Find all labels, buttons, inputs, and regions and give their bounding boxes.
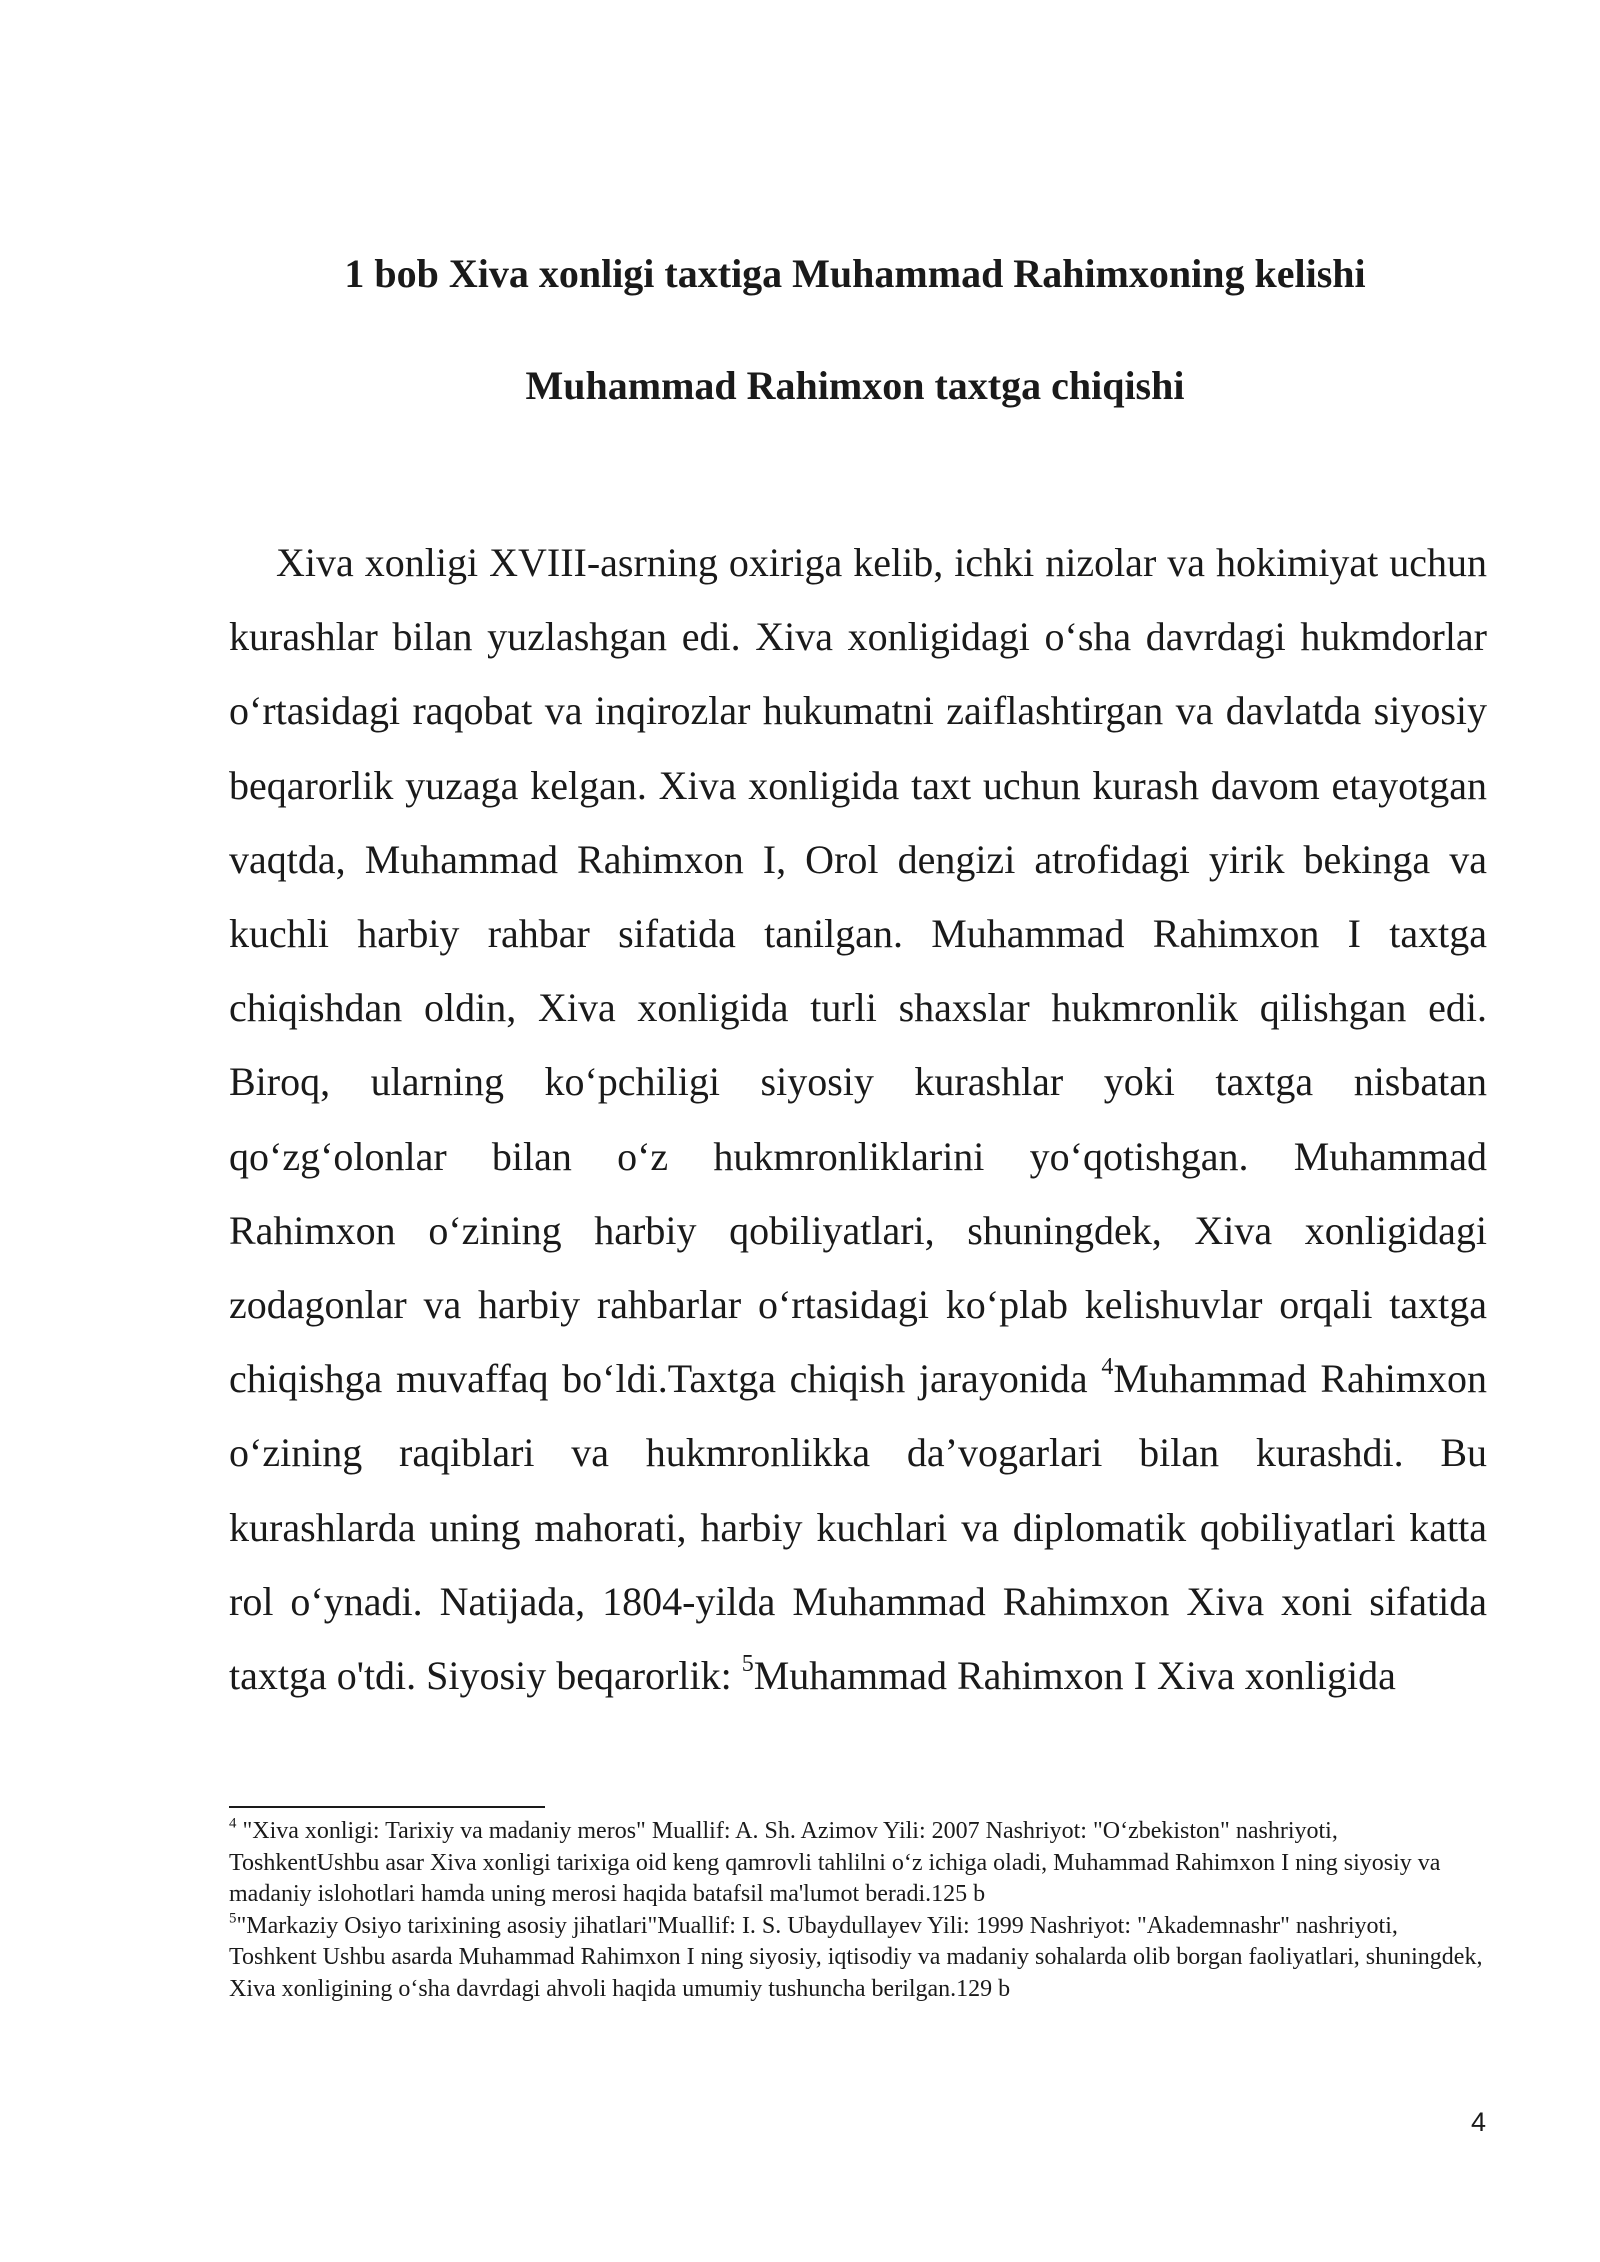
paragraph-text-part-3: Muhammad Rahimxon I Xiva xonligida <box>753 1653 1396 1699</box>
section-heading: Muhammad Rahimxon taxtga chiqishi <box>525 363 1185 408</box>
footnote-4 <box>229 1816 1487 1911</box>
footnote-separator <box>229 1806 545 1808</box>
footnote-5 <box>229 1911 1487 2006</box>
footnote-mark: 5 <box>229 1910 237 1927</box>
footnotes-section <box>229 1816 1487 2005</box>
footnote-mark: 4 <box>229 1815 237 1832</box>
paragraph-text-part-2: Muhammad Rahimxon o‘zining raqiblari va hukmronlikka da’vogarlari bilan kurashdi. Bu kurashlarda uning mahorati, harbiy kuchlari va diplomatik qobiliyatlari katta rol o‘ynadi. Natijada, 1804-yilda Muhammad Rahimxon Xiva xoni sifatida taxtga o'tdi. Siyosiy beqarorlik: <box>229 1356 1487 1699</box>
body-paragraph <box>229 526 1487 1713</box>
footnote-reference-5[interactable]: 5 <box>741 1651 754 1678</box>
footnote-reference-4[interactable]: 4 <box>1101 1354 1114 1381</box>
paragraph-text-part-1: Xiva xonligi XVIII-asrning oxiriga kelib, ichki nizolar va hokimiyat uchun kurashlar bilan yuzlashgan edi. Xiva xonligidagi o‘sha davrdagi hukmdorlar o‘rtasidagi raqobat va inqirozlar hukumatni zaiflashtirgan va davlatda siyosiy beqarorlik yuzaga kelgan. Xiva xonligida taxt uchun kurash davom etayotgan vaqtda, Muhammad Rahimxon I, Orol dengizi atrofidagi yirik bekinga va kuchli harbiy rahbar sifatida tanilgan. Muhammad Rahimxon I taxtga chiqishdan oldin, Xiva xonligida turli shaxslar hukmronlik qilishgan edi. Biroq, ularning ko‘pchiligi siyosiy kurashlar yoki taxtga nisbatan qo‘zg‘olonlar bilan o‘z hukmronliklarini yo‘qotishgan. Muhammad Rahimxon o‘zining harbiy qobiliyatlari, shuningdek, Xiva xonligidagi zodagonlar va harbiy rahbarlar o‘rtasidagi ko‘plab kelishuvlar orqali taxtga chiqishga muvaffaq bo‘ldi.Taxtga chiqish jarayonida <box>229 540 1487 1402</box>
footnote-text: "Xiva xonligi: Tarixiy va madaniy meros" Muallif: A. Sh. Azimov Yili: 2007 Nashriyot: "O‘zbekiston" nashriyoti, ToshkentUshbu asar Xiva xonligi tarixiga oid keng qamrovli tahlilni o‘z ichiga oladi, Muhammad Rahimxon I ning siyosiy va madaniy islohotlari hamda uning merosi haqida batafsil ma'lumot beradi.125 b <box>229 1818 1441 1907</box>
page-number: 4 <box>1470 2107 1486 2137</box>
chapter-heading: 1 bob Xiva xonligi taxtiga Muhammad Rahimxoning kelishi <box>344 251 1366 296</box>
footnote-text: "Markaziy Osiyo tarixining asosiy jihatlari"Muallif: I. S. Ubaydullayev Yili: 1999 Nashriyot: "Akademnashr" nashriyoti, Toshkent Ushbu asarda Muhammad Rahimxon I ning siyosiy, iqtisodiy va madaniy sohalarda olib borgan faoliyatlari, shuningdek, Xiva xonligining o‘sha davrdagi ahvoli haqida umumiy tushuncha berilgan.129 b <box>229 1912 1483 2002</box>
